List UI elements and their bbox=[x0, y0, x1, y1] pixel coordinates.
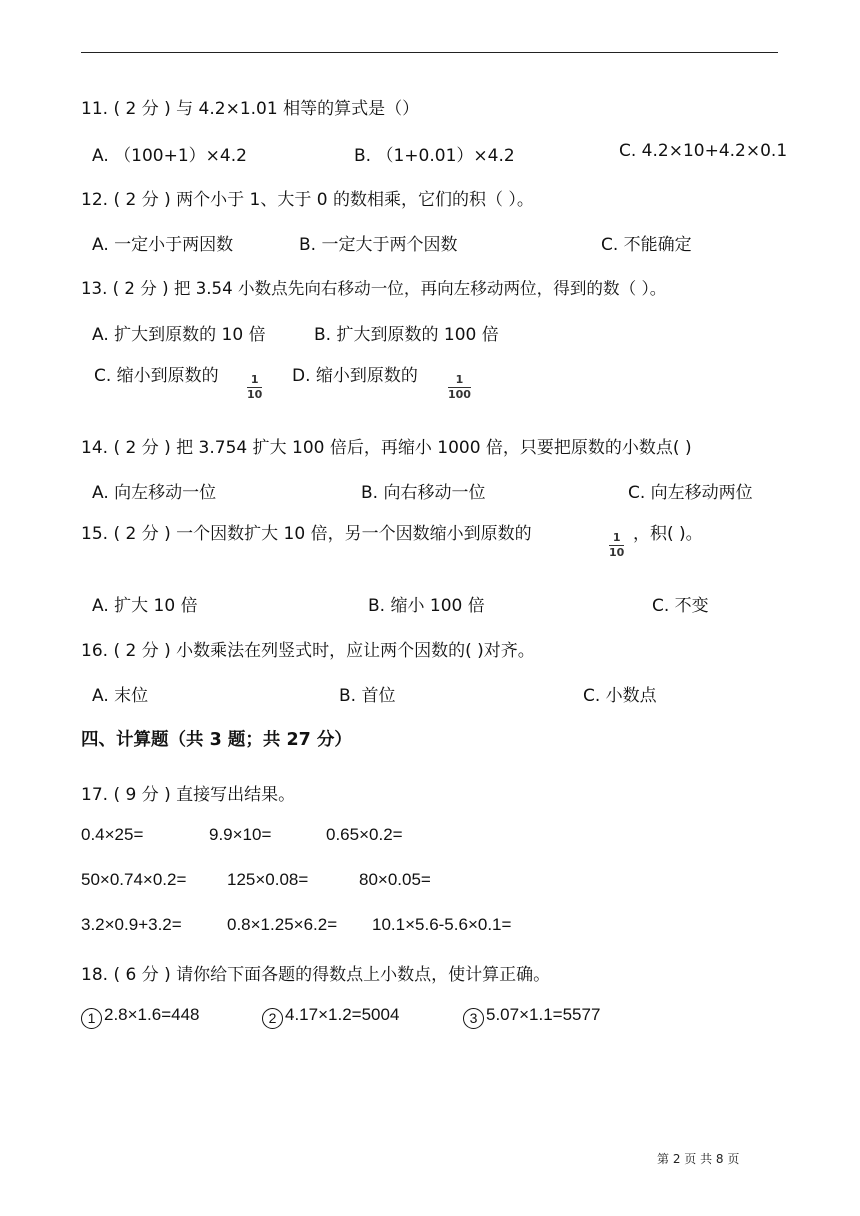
decimal-item-2 bbox=[262, 1005, 399, 1029]
question-14-stem: 14. ( 2 分 ) 把 3.754 扩大 100 倍后，再缩小 1000 倍，只要把原数的小数点( ) bbox=[81, 438, 692, 458]
question-16-option-a: A. 末位 bbox=[92, 686, 149, 706]
question-12-option-b: B. 一定大于两个因数 bbox=[299, 235, 458, 255]
question-13-option-a: A. 扩大到原数的 10 倍 bbox=[92, 325, 266, 345]
fraction-denominator: 10 bbox=[247, 388, 263, 401]
question-11-option-c: C. 4.2×10+4.2×0.1 bbox=[619, 141, 788, 161]
fraction-denominator: 100 bbox=[448, 388, 471, 401]
question-14-option-b: B. 向右移动一位 bbox=[361, 483, 486, 503]
calc-item: 10.1×5.6-5.6×0.1= bbox=[372, 915, 512, 934]
section-heading: 四、计算题（共 3 题；共 27 分） bbox=[81, 730, 352, 750]
question-11-option-b: B. （1+0.01）×4.2 bbox=[354, 146, 515, 166]
question-13-option-b: B. 扩大到原数的 100 倍 bbox=[314, 325, 499, 345]
calc-item: 0.4×25= bbox=[81, 825, 144, 844]
decimal-expression: 2.8×1.6=448 bbox=[104, 1005, 200, 1024]
question-13-fraction-c bbox=[247, 374, 262, 401]
calc-item: 3.2×0.9+3.2= bbox=[81, 915, 182, 934]
circled-number-icon: 1 bbox=[81, 1008, 102, 1029]
question-13-option-c: C. 缩小到原数的 bbox=[94, 366, 219, 386]
decimal-item-3 bbox=[463, 1005, 600, 1029]
question-11-stem: 11. ( 2 分 ) 与 4.2×1.01 相等的算式是（） bbox=[81, 99, 420, 119]
question-14-option-c: C. 向左移动两位 bbox=[628, 483, 753, 503]
question-12-stem: 12. ( 2 分 ) 两个小于 1、大于 0 的数相乘，它们的积（ ）。 bbox=[81, 190, 534, 210]
calc-item: 0.65×0.2= bbox=[326, 825, 403, 844]
question-16-option-c: C. 小数点 bbox=[583, 686, 657, 706]
fraction-numerator: 1 bbox=[250, 373, 259, 386]
calc-item: 50×0.74×0.2= bbox=[81, 870, 187, 889]
circled-number-icon: 3 bbox=[463, 1008, 484, 1029]
question-15-option-c: C. 不变 bbox=[652, 596, 709, 616]
question-12-option-c: C. 不能确定 bbox=[601, 235, 692, 255]
question-12-option-a: A. 一定小于两因数 bbox=[92, 235, 234, 255]
decimal-expression: 5.07×1.1=5577 bbox=[486, 1005, 601, 1024]
question-16-option-b: B. 首位 bbox=[339, 686, 396, 706]
fraction-denominator: 10 bbox=[609, 546, 625, 559]
fraction-numerator: 1 bbox=[455, 373, 464, 386]
question-15-stem-tail: ，积( )。 bbox=[633, 524, 703, 544]
calc-item: 9.9×10= bbox=[209, 825, 272, 844]
calc-item: 125×0.08= bbox=[227, 870, 309, 889]
question-17-stem: 17. ( 9 分 ) 直接写出结果。 bbox=[81, 785, 296, 805]
decimal-item-1 bbox=[81, 1005, 199, 1029]
calc-item: 0.8×1.25×6.2= bbox=[227, 915, 338, 934]
question-11-option-a: A. （100+1）×4.2 bbox=[92, 146, 247, 166]
calc-item: 80×0.05= bbox=[359, 870, 431, 889]
question-15-option-b: B. 缩小 100 倍 bbox=[368, 596, 485, 616]
question-13-fraction-d bbox=[448, 374, 471, 401]
page-number: 第 2 页 共 8 页 bbox=[657, 1152, 740, 1166]
fraction-numerator: 1 bbox=[612, 531, 621, 544]
question-15-stem: 15. ( 2 分 ) 一个因数扩大 10 倍，另一个因数缩小到原数的 bbox=[81, 524, 532, 544]
question-14-option-a: A. 向左移动一位 bbox=[92, 483, 217, 503]
question-15-fraction bbox=[609, 532, 624, 559]
header-rule bbox=[81, 52, 778, 53]
question-15-option-a: A. 扩大 10 倍 bbox=[92, 596, 198, 616]
decimal-expression: 4.17×1.2=5004 bbox=[285, 1005, 400, 1024]
question-13-stem: 13. ( 2 分 ) 把 3.54 小数点先向右移动一位，再向左移动两位，得到的数（ ）。 bbox=[81, 279, 667, 298]
question-16-stem: 16. ( 2 分 ) 小数乘法在列竖式时，应让两个因数的( )对齐。 bbox=[81, 641, 535, 661]
question-18-stem: 18. ( 6 分 ) 请你给下面各题的得数点上小数点，使计算正确。 bbox=[81, 965, 551, 985]
question-13-option-d: D. 缩小到原数的 bbox=[292, 366, 418, 386]
circled-number-icon: 2 bbox=[262, 1008, 283, 1029]
